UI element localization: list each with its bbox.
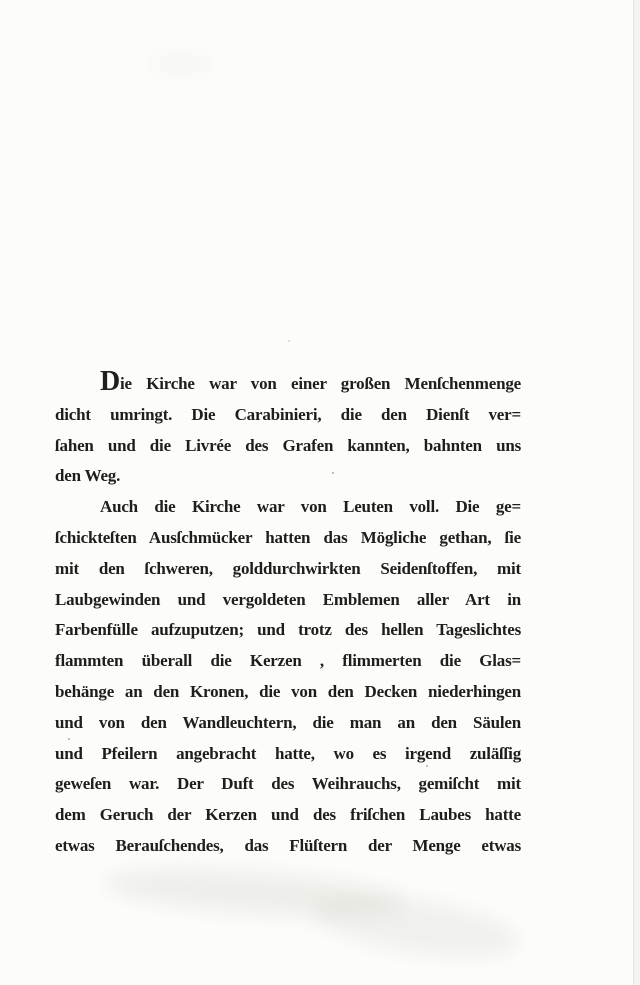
- scan-speck: [426, 765, 428, 767]
- scan-speck: [288, 340, 290, 342]
- text-line: den Weg.: [55, 466, 121, 486]
- text-line: behänge an den Kronen, die von den Decken niederhingen: [55, 681, 521, 701]
- text-line: Auch die Kirche war von Leuten voll. Die ge=: [100, 497, 521, 517]
- text-line: [55, 366, 521, 400]
- page-edge-shadow: [633, 0, 634, 985]
- text-line: ſahen und die Livrée des Grafen kannten, bahnten uns: [55, 435, 521, 455]
- ornamental-initial: D: [100, 366, 121, 397]
- text-line: mit den ſchweren, golddurchwirkten Seidenſtoffen, mit: [55, 558, 521, 578]
- text-line: und Pfeilern angebracht hatte, wo es irgend zuläſſig: [55, 743, 521, 763]
- text-line: etwas Berauſchendes, das Flüſtern der Menge etwas: [55, 835, 521, 855]
- page-edge-strip: [634, 0, 640, 985]
- text-line: flammten überall die Kerzen , flimmerten die Glas=: [55, 651, 521, 671]
- text-line: dicht umringt. Die Carabinieri, die den Dienſt ver=: [55, 404, 521, 424]
- show-through-smudge: [307, 884, 523, 968]
- text-line-content: ie Kirche war von einer großen Menſchenmenge: [120, 374, 521, 393]
- scan-speck: [68, 738, 70, 740]
- text-line: ſchickteſten Ausſchmücker hatten das Mögliche gethan, ſie: [55, 527, 521, 547]
- show-through-smudge: [150, 56, 210, 72]
- text-line: geweſen war. Der Duft des Weihrauchs, gemiſcht mit: [55, 774, 521, 794]
- text-line: und von den Wandleuchtern, die man an den Säulen: [55, 712, 521, 732]
- text-line: dem Geruch der Kerzen und des friſchen Laubes hatte: [55, 805, 521, 825]
- text-line: Farbenfülle aufzuputzen; und trotz des hellen Tageslichtes: [55, 620, 521, 640]
- text-line: Laubgewinden und vergoldeten Emblemen aller Art in: [55, 589, 521, 609]
- page-text-block: [55, 366, 521, 862]
- scan-speck: [332, 472, 334, 474]
